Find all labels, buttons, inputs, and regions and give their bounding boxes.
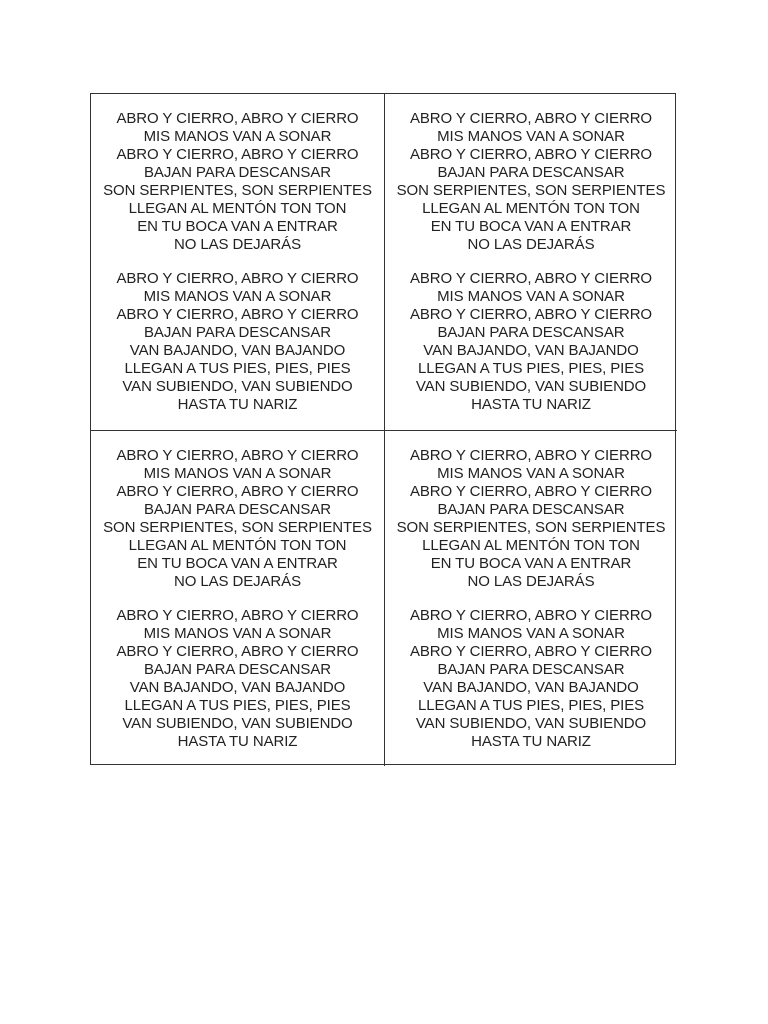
lyrics-line: LLEGAN A TUS PIES, PIES, PIES xyxy=(124,360,351,377)
lyrics-line: ABRO Y CIERRO, ABRO Y CIERRO xyxy=(116,146,359,163)
lyrics-line: SON SERPIENTES, SON SERPIENTES xyxy=(103,519,372,536)
lyrics-line: ABRO Y CIERRO, ABRO Y CIERRO xyxy=(410,146,652,163)
lyrics-line: MIS MANOS VAN A SONAR xyxy=(143,465,332,482)
lyrics-line: ABRO Y CIERRO, ABRO Y CIERRO xyxy=(116,447,359,464)
lyrics-line: BAJAN PARA DESCANSAR xyxy=(144,661,331,678)
lyrics-line: BAJAN PARA DESCANSAR xyxy=(144,164,331,181)
lyrics-stanza xyxy=(91,447,384,591)
lyrics-line: LLEGAN AL MENTÓN TON TON xyxy=(128,200,347,217)
lyrics-line: HASTA TU NARIZ xyxy=(471,396,591,413)
lyrics-line: HASTA TU NARIZ xyxy=(471,733,591,750)
lyrics-line: EN TU BOCA VAN A ENTRAR xyxy=(137,218,338,235)
lyrics-line: BAJAN PARA DESCANSAR xyxy=(437,661,625,678)
lyrics-line: HASTA TU NARIZ xyxy=(177,733,298,750)
lyrics-stanza xyxy=(385,270,677,414)
lyrics-line: ABRO Y CIERRO, ABRO Y CIERRO xyxy=(116,643,359,660)
lyrics-line: BAJAN PARA DESCANSAR xyxy=(437,324,625,341)
lyrics-stanza xyxy=(385,447,677,591)
lyrics-stanza xyxy=(385,607,677,751)
lyrics-line: EN TU BOCA VAN A ENTRAR xyxy=(430,555,632,572)
lyrics-stanza xyxy=(91,607,384,751)
lyrics-line: BAJAN PARA DESCANSAR xyxy=(437,164,625,181)
lyrics-line: ABRO Y CIERRO, ABRO Y CIERRO xyxy=(410,643,652,660)
lyrics-line: VAN BAJANDO, VAN BAJANDO xyxy=(423,679,639,696)
lyrics-line: MIS MANOS VAN A SONAR xyxy=(437,625,625,642)
lyrics-line: ABRO Y CIERRO, ABRO Y CIERRO xyxy=(116,306,359,323)
lyrics-line: ABRO Y CIERRO, ABRO Y CIERRO xyxy=(410,110,652,127)
lyrics-line: ABRO Y CIERRO, ABRO Y CIERRO xyxy=(116,607,359,624)
lyrics-line: BAJAN PARA DESCANSAR xyxy=(144,324,331,341)
lyrics-line: ABRO Y CIERRO, ABRO Y CIERRO xyxy=(410,607,652,624)
lyrics-line: MIS MANOS VAN A SONAR xyxy=(143,625,332,642)
lyrics-line: LLEGAN AL MENTÓN TON TON xyxy=(422,200,640,217)
lyrics-line: NO LAS DEJARÁS xyxy=(174,573,301,590)
lyrics-line: NO LAS DEJARÁS xyxy=(467,573,595,590)
lyrics-line: LLEGAN AL MENTÓN TON TON xyxy=(128,537,347,554)
lyrics-line: NO LAS DEJARÁS xyxy=(467,236,595,253)
lyrics-line: LLEGAN A TUS PIES, PIES, PIES xyxy=(417,697,645,714)
lyrics-line: ABRO Y CIERRO, ABRO Y CIERRO xyxy=(410,306,652,323)
lyrics-line: NO LAS DEJARÁS xyxy=(174,236,301,253)
lyrics-line: SON SERPIENTES, SON SERPIENTES xyxy=(396,519,666,536)
lyrics-stanza xyxy=(91,110,384,254)
lyrics-line: EN TU BOCA VAN A ENTRAR xyxy=(137,555,338,572)
lyrics-line: ABRO Y CIERRO, ABRO Y CIERRO xyxy=(116,110,359,127)
lyrics-card xyxy=(91,430,384,766)
lyrics-line: ABRO Y CIERRO, ABRO Y CIERRO xyxy=(116,270,359,287)
lyrics-card xyxy=(91,94,384,430)
lyrics-line: MIS MANOS VAN A SONAR xyxy=(437,465,625,482)
lyrics-line: LLEGAN A TUS PIES, PIES, PIES xyxy=(124,697,351,714)
lyrics-line: VAN SUBIENDO, VAN SUBIENDO xyxy=(122,715,353,732)
lyrics-line: MIS MANOS VAN A SONAR xyxy=(143,128,332,145)
lyrics-line: ABRO Y CIERRO, ABRO Y CIERRO xyxy=(410,483,652,500)
lyrics-line: MIS MANOS VAN A SONAR xyxy=(437,128,625,145)
lyrics-line: EN TU BOCA VAN A ENTRAR xyxy=(430,218,632,235)
lyrics-card xyxy=(384,430,677,766)
lyrics-line: VAN SUBIENDO, VAN SUBIENDO xyxy=(415,378,647,395)
lyrics-line: BAJAN PARA DESCANSAR xyxy=(144,501,331,518)
lyrics-line: VAN BAJANDO, VAN BAJANDO xyxy=(129,679,346,696)
lyrics-line: LLEGAN A TUS PIES, PIES, PIES xyxy=(417,360,645,377)
lyrics-line: BAJAN PARA DESCANSAR xyxy=(437,501,625,518)
lyrics-line: SON SERPIENTES, SON SERPIENTES xyxy=(396,182,666,199)
lyrics-card-grid xyxy=(90,93,676,765)
lyrics-stanza xyxy=(91,270,384,414)
lyrics-line: VAN BAJANDO, VAN BAJANDO xyxy=(423,342,639,359)
lyrics-line: LLEGAN AL MENTÓN TON TON xyxy=(422,537,640,554)
lyrics-card xyxy=(384,94,677,430)
lyrics-line: MIS MANOS VAN A SONAR xyxy=(437,288,625,305)
lyrics-line: SON SERPIENTES, SON SERPIENTES xyxy=(103,182,372,199)
lyrics-line: HASTA TU NARIZ xyxy=(177,396,298,413)
lyrics-line: VAN SUBIENDO, VAN SUBIENDO xyxy=(415,715,647,732)
lyrics-line: ABRO Y CIERRO, ABRO Y CIERRO xyxy=(116,483,359,500)
lyrics-line: VAN BAJANDO, VAN BAJANDO xyxy=(129,342,346,359)
lyrics-stanza xyxy=(385,110,677,254)
lyrics-line: VAN SUBIENDO, VAN SUBIENDO xyxy=(122,378,353,395)
lyrics-line: ABRO Y CIERRO, ABRO Y CIERRO xyxy=(410,270,652,287)
lyrics-line: ABRO Y CIERRO, ABRO Y CIERRO xyxy=(410,447,652,464)
lyrics-line: MIS MANOS VAN A SONAR xyxy=(143,288,332,305)
